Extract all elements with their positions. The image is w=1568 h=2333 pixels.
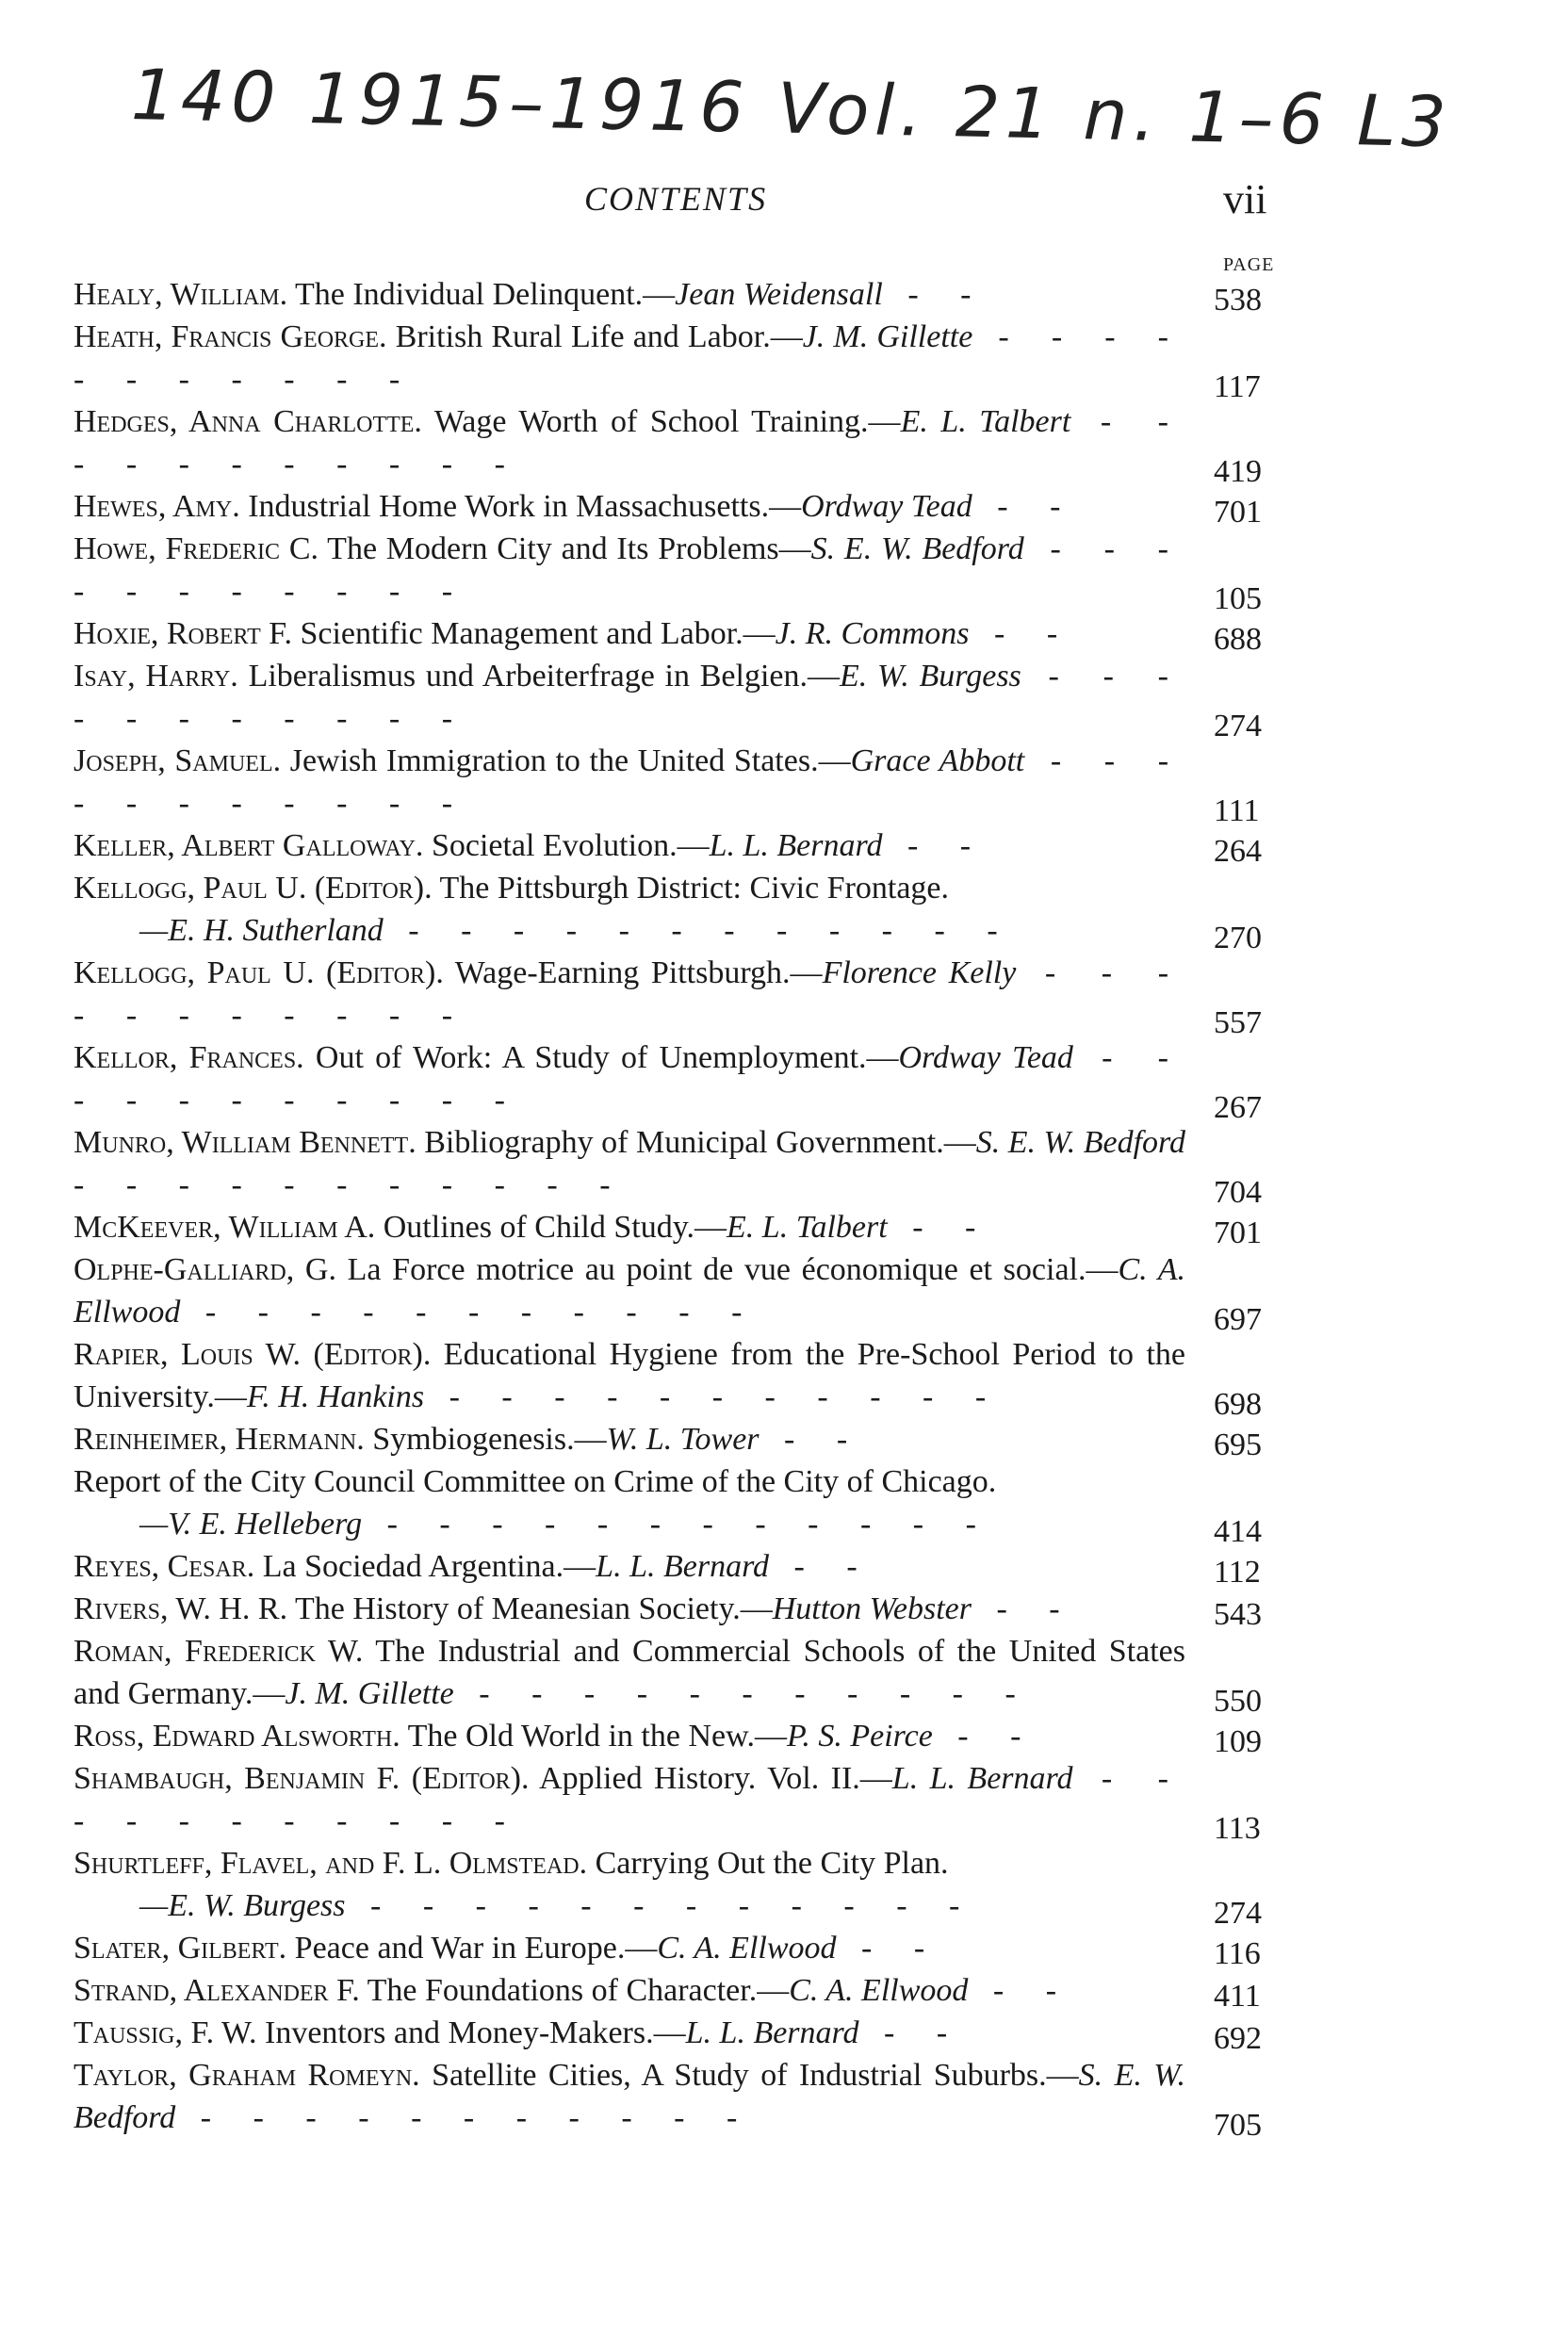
dot-leader: - - (882, 277, 988, 312)
contents-entry (74, 1715, 1289, 1757)
entry-text (74, 1630, 1185, 1715)
entry-title: Applied History. Vol. II.— (539, 1761, 892, 1796)
entry-title: Jewish Immigration to the United States.— (289, 743, 851, 778)
entry-page-number: 109 (1214, 1724, 1262, 1759)
entry-title: Out of Work: A Study of Unemployment.— (315, 1040, 899, 1075)
contents-entry (74, 1418, 1289, 1460)
entry-reviewer: S. E. W. Bedford (810, 531, 1024, 566)
contents-entry (74, 1927, 1289, 1969)
entry-text (74, 1036, 1185, 1121)
entry-text (74, 655, 1185, 740)
contents-entry (74, 655, 1289, 743)
entry-author: Joseph, Samuel. (74, 743, 282, 778)
entry-text (74, 485, 1185, 528)
dot-leader: - - - - - - - - - - - (453, 1676, 1033, 1711)
entry-title: Peace and War in Europe.— (294, 1931, 658, 1966)
entry-title: The Foundations of Character.— (367, 1973, 790, 2008)
entry-text (74, 1418, 1185, 1460)
handwritten-shelfmark: 140 1915–1916 Vol. 21 n. 1–6 L3 (130, 55, 1453, 164)
page-column-label: PAGE (1223, 254, 1275, 275)
entry-page-number: 112 (1214, 1555, 1261, 1590)
entry-author: Slater, Gilbert. (74, 1931, 287, 1966)
entry-author: Heath, Francis George. (74, 319, 387, 354)
entry-page-number: 692 (1214, 2021, 1262, 2056)
entry-text (74, 2054, 1185, 2139)
entry-text (74, 952, 1185, 1036)
entry-title: Educational Hygiene from the Pre-School Period to the University.— (74, 1337, 1186, 1414)
contents-entry (74, 2012, 1289, 2054)
entry-title: La Sociedad Argentina.— (262, 1549, 596, 1584)
contents-entries (74, 273, 1289, 2143)
entry-reviewer: —V. E. Helleberg (139, 1507, 363, 1542)
entry-title: Symbiogenesis.— (372, 1422, 607, 1457)
entry-page-number: 267 (1214, 1090, 1262, 1125)
entry-text (74, 1206, 1185, 1248)
entry-title: The Industrial and Commercial Schools of the United States and Germany.— (74, 1634, 1185, 1711)
contents-entry (74, 400, 1289, 489)
entry-page-number: 270 (1214, 921, 1262, 955)
entry-reviewer: —E. W. Burgess (139, 1888, 346, 1923)
entry-text (74, 1121, 1185, 1206)
entry-reviewer: S. E. W. Bedford (74, 2058, 1185, 2135)
entry-page-number: 550 (1214, 1684, 1262, 1719)
dot-leader: - - - - - - - - - - - (74, 955, 1186, 1033)
entry-reviewer: L. L. Bernard (891, 1761, 1073, 1796)
entry-text (74, 1842, 1185, 1927)
entry-page-number: 701 (1214, 1215, 1262, 1250)
entry-title: Societal Evolution.— (431, 828, 710, 863)
entry-author: Kellogg, Paul U. (Editor). (74, 955, 444, 990)
entry-author: Reinheimer, Hermann. (74, 1422, 365, 1457)
dot-leader: - - - - - - - - - - - (74, 743, 1186, 821)
contents-entry (74, 1588, 1289, 1630)
entry-author: Healy, William. (74, 277, 288, 312)
entry-reviewer: E. L. Talbert (900, 404, 1071, 439)
dot-leader: - - (971, 1591, 1077, 1626)
entry-page-number: 538 (1214, 283, 1262, 318)
contents-entry (74, 1333, 1289, 1422)
contents-entry (74, 1630, 1289, 1719)
entry-reviewer: L. L. Bernard (596, 1549, 770, 1584)
entry-page-number: 274 (1214, 1896, 1262, 1931)
entry-title: Satellite Cities, A Study of Industrial Suburbs.— (432, 2058, 1079, 2093)
entry-page-number: 113 (1214, 1811, 1261, 1846)
entry-text (74, 1333, 1185, 1418)
dot-leader: - - (932, 1719, 1038, 1754)
entry-title: Wage Worth of School Training.— (433, 404, 901, 439)
entry-title: Scientific Management and Labor.— (300, 616, 776, 651)
entry-page-number: 105 (1214, 581, 1262, 616)
dot-leader: - - - - - - - - - - - (74, 404, 1185, 481)
dot-leader: - - - - - - - - - - - (74, 1040, 1185, 1118)
dot-leader: - - - - - - - - - - - (74, 659, 1186, 736)
entry-reviewer: E. L. Talbert (727, 1210, 888, 1245)
entry-text (74, 1927, 1185, 1969)
contents-entry (74, 273, 1289, 316)
entry-title: La Force motrice au point de vue économique et social.— (347, 1252, 1119, 1287)
entry-page-number: 264 (1214, 834, 1262, 869)
entry-page-number: 117 (1214, 369, 1261, 404)
entry-author: Shambaugh, Benjamin F. (Editor). (74, 1761, 530, 1796)
entry-page-number: 419 (1214, 454, 1262, 489)
dot-leader: - - (858, 2015, 965, 2050)
entry-text (74, 867, 1185, 952)
entry-reviewer: Grace Abbott (850, 743, 1025, 778)
contents-entry (74, 1206, 1289, 1248)
contents-entry (74, 612, 1289, 655)
entry-reviewer: J. R. Commons (775, 616, 970, 651)
contents-entry (74, 1121, 1289, 1210)
entry-author: Roman, Frederick W. (74, 1634, 364, 1669)
entry-text (74, 400, 1185, 485)
entry-reviewer: J. M. Gillette (285, 1676, 454, 1711)
entry-text (74, 1715, 1185, 1757)
entry-title: Report of the City Council Committee on Crime of the City of Chicago. (74, 1464, 997, 1499)
dot-leader: - - - - - - - - - - - (180, 1295, 760, 1330)
entry-title: The Pittsburgh District: Civic Frontage. (439, 871, 950, 905)
entry-author: Shurtleff, Flavel, and F. L. Olmstead. (74, 1846, 588, 1881)
entry-page-number: 557 (1214, 1005, 1262, 1040)
entry-author: McKeever, William A. (74, 1210, 376, 1245)
entry-text (74, 1969, 1185, 2012)
entry-author: Munro, William Bennett. (74, 1125, 416, 1160)
contents-entry (74, 485, 1289, 528)
dot-leader: - - (887, 1210, 993, 1245)
entry-page-number: 111 (1214, 793, 1260, 828)
entry-reviewer: S. E. W. Bedford (975, 1125, 1186, 1160)
entry-page-number: 688 (1214, 622, 1262, 657)
contents-entry (74, 740, 1289, 828)
folio-page-number: vii (1223, 176, 1267, 222)
entry-text (74, 1545, 1185, 1588)
entry-title: The Individual Delinquent.— (294, 277, 676, 312)
entry-page-number: 697 (1214, 1302, 1262, 1337)
entry-title: Bibliography of Municipal Government.— (424, 1125, 976, 1160)
entry-author: Ross, Edward Alsworth. (74, 1719, 400, 1754)
entry-reviewer: —E. H. Sutherland (139, 913, 384, 948)
entry-author: Olphe-Galliard, G. (74, 1252, 336, 1287)
entry-reviewer: Ordway Tead (801, 489, 972, 524)
contents-entry (74, 1842, 1289, 1931)
dot-leader: - - (968, 1973, 1074, 2008)
dot-leader: - - - - - - - - - - - - (345, 1888, 977, 1923)
entry-reviewer: L. L. Bernard (685, 2015, 859, 2050)
entry-title: British Rural Life and Labor.— (395, 319, 803, 354)
entry-reviewer: C. A. Ellwood (74, 1252, 1185, 1330)
entry-author: Rapier, Louis W. (Editor). (74, 1337, 432, 1372)
entry-author: Strand, Alexander F. (74, 1973, 360, 2008)
entry-author: Hedges, Anna Charlotte. (74, 404, 422, 439)
entry-author: Kellor, Frances. (74, 1040, 304, 1075)
entry-title: Carrying Out the City Plan. (595, 1846, 949, 1881)
entry-reviewer: J. M. Gillette (802, 319, 973, 354)
entry-author: Taylor, Graham Romeyn. (74, 2058, 420, 2093)
contents-entry (74, 528, 1289, 616)
contents-entry (74, 867, 1289, 955)
dot-leader: - - - - - - - - - - - (175, 2100, 755, 2135)
dot-leader: - - (969, 616, 1075, 651)
contents-entry (74, 1545, 1289, 1588)
entry-author: Keller, Albert Galloway. (74, 828, 424, 863)
entry-author: Hewes, Amy. (74, 489, 240, 524)
entry-text (74, 2012, 1185, 2054)
entry-text (74, 1588, 1185, 1630)
entry-reviewer: P. S. Peirce (786, 1719, 933, 1754)
entry-text (74, 273, 1185, 316)
entry-page-number: 705 (1214, 2108, 1262, 2143)
contents-entry (74, 952, 1289, 1040)
dot-leader: - - - - - - - - - - - (424, 1379, 1004, 1414)
entry-text (74, 1460, 1185, 1545)
entry-title: Wage-Earning Pittsburgh.— (454, 955, 823, 990)
contents-entry (74, 316, 1289, 404)
entry-text (74, 528, 1185, 612)
entry-reviewer: Ordway Tead (898, 1040, 1073, 1075)
entry-reviewer: L. L. Bernard (709, 828, 883, 863)
entry-reviewer: C. A. Ellwood (657, 1931, 837, 1966)
dot-leader: - - (972, 489, 1078, 524)
contents-entry (74, 1036, 1289, 1125)
entry-page-number: 411 (1214, 1979, 1261, 2014)
entry-title: Inventors and Money-Makers.— (265, 2015, 686, 2050)
entry-reviewer: Hutton Webster (772, 1591, 972, 1626)
entry-title: Outlines of Child Study.— (383, 1210, 727, 1245)
entry-page-number: 116 (1214, 1936, 1261, 1971)
contents-entry (74, 1460, 1289, 1549)
dot-leader: - - (882, 828, 988, 863)
contents-entry (74, 2054, 1289, 2143)
entry-title: The Modern City and Its Problems— (327, 531, 811, 566)
entry-author: Hoxie, Robert F. (74, 616, 292, 651)
entry-reviewer: C. A. Ellwood (789, 1973, 969, 2008)
contents-entry (74, 1757, 1289, 1846)
entry-text (74, 316, 1185, 400)
entry-text (74, 824, 1185, 867)
running-title: CONTENTS (584, 180, 768, 218)
entry-page-number: 704 (1214, 1175, 1262, 1210)
contents-entry (74, 1248, 1289, 1337)
entry-page-number: 274 (1214, 709, 1262, 743)
entry-reviewer: Florence Kelly (822, 955, 1017, 990)
entry-text (74, 740, 1185, 824)
entry-page-number: 701 (1214, 495, 1262, 530)
entry-title: Industrial Home Work in Massachusetts.— (248, 489, 802, 524)
entry-author: Isay, Harry. (74, 659, 238, 693)
contents-entry (74, 1969, 1289, 2012)
entry-author: Reyes, Cesar. (74, 1549, 255, 1584)
entry-page-number: 543 (1214, 1597, 1262, 1632)
dot-leader: - - (769, 1549, 874, 1584)
entry-title: The Old World in the New.— (407, 1719, 787, 1754)
entry-page-number: 698 (1214, 1387, 1262, 1422)
entry-title: Liberalismus und Arbeiterfrage in Belgien.— (248, 659, 841, 693)
dot-leader: - - (759, 1422, 865, 1457)
entry-page-number: 414 (1214, 1514, 1262, 1549)
dot-leader: - - (836, 1931, 942, 1966)
entry-author: Howe, Frederic C. (74, 531, 318, 566)
entry-reviewer: W. L. Tower (606, 1422, 760, 1457)
entry-author: Rivers, W. H. R. (74, 1591, 288, 1626)
dot-leader: - - - - - - - - - - - (74, 319, 1186, 397)
dot-leader: - - - - - - - - - - - (74, 1761, 1185, 1838)
entry-author: Taussig, F. W. (74, 2015, 257, 2050)
entry-author: Kellogg, Paul U. (Editor). (74, 871, 433, 905)
entry-page-number: 695 (1214, 1428, 1262, 1462)
entry-reviewer: F. H. Hankins (246, 1379, 425, 1414)
dot-leader: - - - - - - - - - - - (74, 531, 1186, 609)
contents-entry (74, 824, 1289, 867)
entry-text (74, 1757, 1185, 1842)
entry-reviewer: E. W. Burgess (840, 659, 1021, 693)
dot-leader: - - - - - - - - - - - - (362, 1507, 993, 1542)
dot-leader: - - - - - - - - - - - - (383, 913, 1015, 948)
entry-text (74, 1248, 1185, 1333)
entry-text (74, 612, 1185, 655)
dot-leader: - - - - - - - - - - - (74, 1167, 628, 1202)
entry-reviewer: Jean Weidensall (675, 277, 883, 312)
entry-title: The History of Meanesian Society.— (295, 1591, 773, 1626)
